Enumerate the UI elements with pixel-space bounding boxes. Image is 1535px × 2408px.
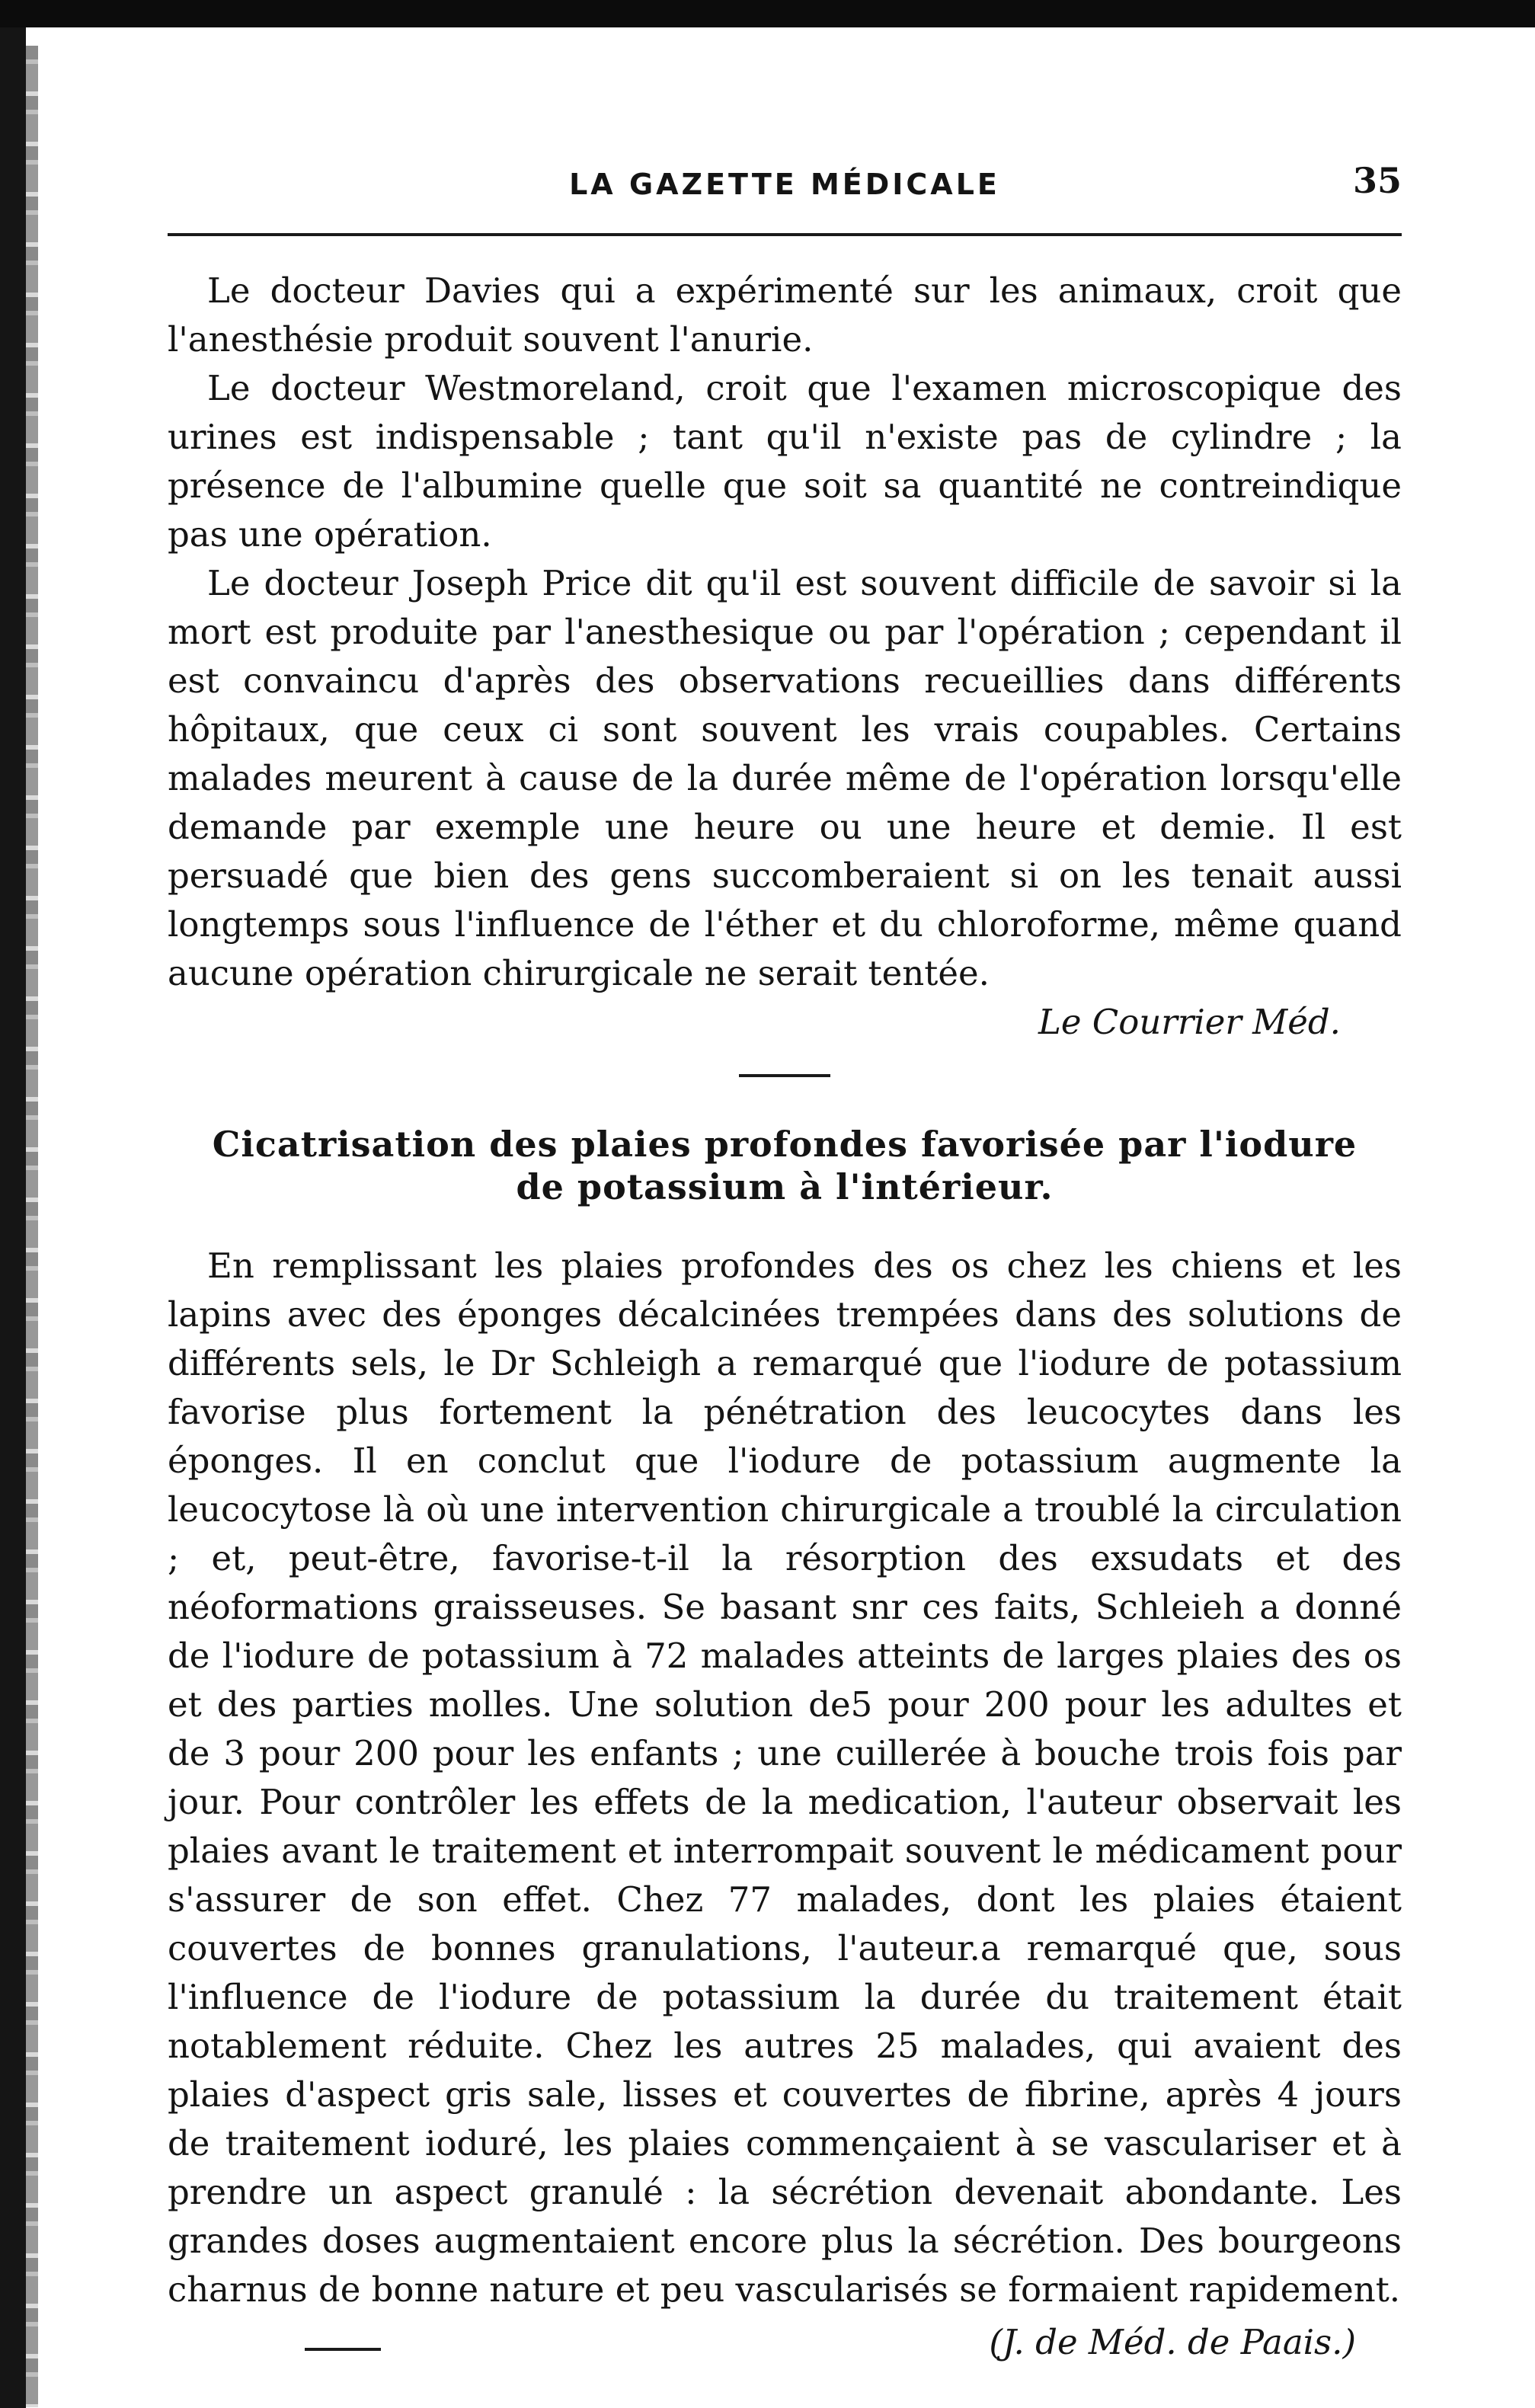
page	[168, 145, 1402, 2375]
article-1-paragraph-2: Le docteur Westmoreland, croit que l'examen microscopique des urines est indispensable ; tant qu'il n'existe pas de cylindre ; la présence de l'albumine quelle que soit sa quantité ne contreindique pas une opération.	[168, 368, 1402, 555]
article-2-source: (J. de Méd. de Paais.)	[989, 2322, 1356, 2362]
left-binding-shadow	[26, 46, 38, 2407]
article-2-title	[168, 1123, 1402, 1208]
left-binding-edge	[0, 27, 26, 2408]
article-1	[168, 267, 1402, 1047]
running-head: LA GAZETTE MÉDICALE	[569, 168, 1000, 201]
header-rule	[168, 233, 1402, 236]
article-1-source: Le Courrier Méd.	[1038, 1002, 1341, 1042]
article-1-paragraph-1: Le docteur Davies qui a expérimenté sur les animaux, croit que l'anesthésie produit souvent l'anurie.	[168, 270, 1402, 360]
article-separator	[739, 1074, 830, 1077]
article-2-paragraph: En remplissant les plaies profondes des os chez les chiens et les lapins avec des éponges décalcinées trempées dans des solutions de différents sels, le Dr Schleigh a remarqué que l'iodure de potassium favorise plus fortement la pénétration des leucocytes dans les éponges. Il en conclut que l'iodure de potassium augmente la leucocytose là où une intervention chirurgicale a troublé la circulation ; et, peut-être, favorise-t-il la résorption des exsudats et des néoformations graisseuses. Se basant snr ces faits, Schleieh a donné de l'iodure de potassium à 72 malades atteints de larges plaies des os et des parties molles. Une solution de5 pour 200 pour les adultes et de 3 pour 200 pour les enfants ; une cuillerée à bouche trois fois par jour. Pour contrôler les effets de la medication, l'auteur observait les plaies avant le traitement et interrompait souvent le médicament pour s'assurer de son effet. Chez 77 malades, dont les plaies étaient couvertes de bonnes granulations, l'auteur.a remarqué que, sous l'influence de l'iodure de potassium la durée du traitement était notablement réduite. Chez les autres 25 malades, qui avaient des plaies d'aspect gris sale, lisses et couvertes de fibrine, après 4 jours de traitement ioduré, les plaies commençaient à se vasculariser et à prendre un aspect granulé : la sécrétion devenait abondante. Les grandes doses augmentaient encore plus la sécrétion. Des bourgeons charnus de bonne nature et peu vascularisés se formaient rapidement.	[168, 1246, 1402, 2310]
article-2-title-line-1: Cicatrisation des plaies profondes favorisée par l'iodure	[212, 1124, 1358, 1165]
top-border	[0, 0, 1535, 27]
article-1-paragraph-3: Le docteur Joseph Price dit qu'il est souvent difficile de savoir si la mort est produite par l'anesthesique ou par l'opération ; cependant il est convaincu d'après des observations recueillies dans différents hôpitaux, que ceux ci sont souvent les vrais coupables. Certains malades meurent à cause de la durée même de l'opération lorsqu'elle demande par exemple une heure ou une heure et demie. Il est persuadé que bien des gens succomberaient si on les tenait aussi longtemps sous l'influence de l'éther et du chloroforme, même quand aucune opération chirurgicale ne serait tentée.	[168, 563, 1402, 993]
article-2-title-line-2: de potassium à l'intérieur.	[516, 1166, 1054, 1207]
page-number: 35	[1352, 160, 1402, 201]
article-2-footer	[168, 2322, 1402, 2375]
article-2	[168, 1242, 1402, 2314]
end-dash	[305, 2348, 381, 2351]
page-header	[168, 145, 1402, 213]
